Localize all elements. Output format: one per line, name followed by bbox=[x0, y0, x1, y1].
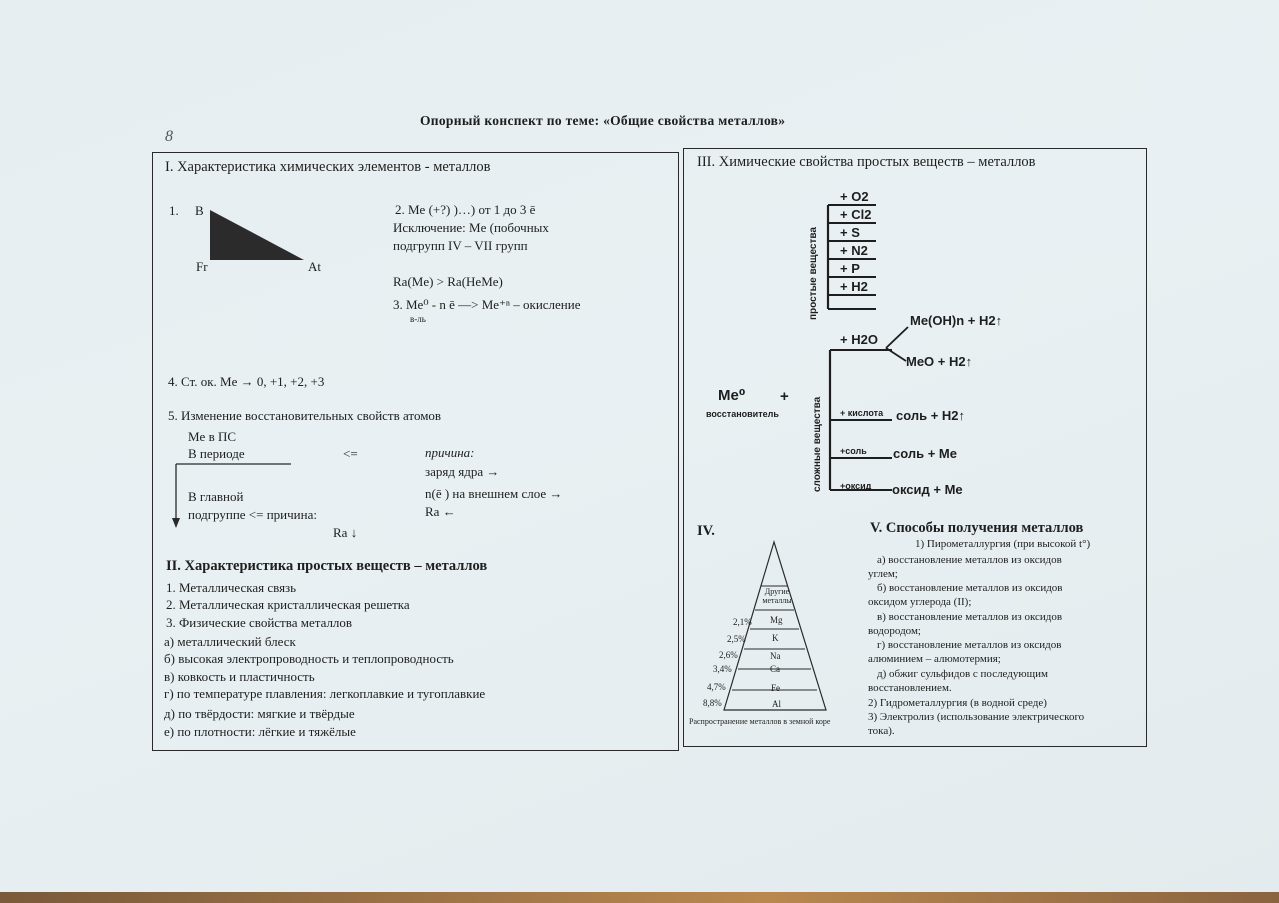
period-arrow: <= bbox=[343, 446, 358, 461]
s5-line-7: водородом; bbox=[868, 625, 921, 637]
s5-line-5: оксидом углерода (II); bbox=[868, 596, 972, 608]
s5-line-10: д) обжиг сульфидов с последующим bbox=[877, 668, 1048, 680]
s2-line-2: 2. Металлическая кристаллическая решетка bbox=[166, 597, 410, 612]
s5-line-6: в) восстановление металлов из оксидов bbox=[877, 611, 1063, 623]
s2-line-8: д) по твёрдости: мягкие и твёрдые bbox=[164, 706, 355, 721]
reducer-label: восстановитель bbox=[706, 409, 779, 419]
s5-line-14: тока). bbox=[868, 725, 895, 737]
pyramid-level-other: Другие металлы bbox=[762, 587, 792, 605]
reagent-cl2: + Cl2 bbox=[840, 207, 872, 222]
s5-line-9: алюминием – алюмотермия; bbox=[868, 653, 1001, 665]
reagent-h2: + H2 bbox=[840, 279, 868, 294]
main-subgroup-2: подгруппе <= причина: bbox=[188, 507, 317, 522]
pyramid-pct-al: 8,8% bbox=[703, 698, 722, 708]
reagent-o2: + O2 bbox=[840, 189, 869, 204]
pyramid-pct-fe: 4,7% bbox=[707, 682, 726, 692]
item-2: 2. Me (+?) )…) от 1 до 3 ē bbox=[395, 202, 536, 217]
section-4-heading: IV. bbox=[697, 523, 715, 539]
exception-line-2: подгрупп IV – VII групп bbox=[393, 238, 528, 253]
radius-down: Rа ↓ bbox=[333, 525, 358, 540]
pyramid-caption: Распространение металлов в земной коре bbox=[689, 717, 831, 726]
triangle-top-label: B bbox=[195, 203, 204, 218]
item-5-heading: 5. Изменение восстановительных свойств атомов bbox=[168, 408, 442, 423]
salt-product: соль + Me bbox=[893, 446, 957, 461]
document-title: Опорный конспект по теме: «Общие свойства металлов» bbox=[420, 113, 786, 128]
pyramid-pct-k: 2,5% bbox=[727, 634, 746, 644]
reagent-salt: +соль bbox=[840, 446, 867, 456]
item-1-number: 1. bbox=[169, 203, 179, 218]
triangle-left-label: Fr bbox=[196, 259, 208, 274]
cause-label-1: причина: bbox=[425, 445, 475, 460]
item-3-oxidation: 3. Me⁰ - n ē —> Me⁺ⁿ – окисление bbox=[393, 297, 581, 312]
pyramid-pct-na: 2,6% bbox=[719, 650, 738, 660]
main-subgroup-1: В главной bbox=[188, 489, 244, 504]
desk-surface bbox=[0, 892, 1279, 903]
exception-line-1: Исключение: Me (побочных bbox=[393, 220, 549, 235]
margin-mark: 8 bbox=[165, 128, 173, 145]
pyramid-level-k: K bbox=[772, 633, 779, 643]
s2-line-4: а) металлический блеск bbox=[164, 634, 296, 649]
pyramid-level-al: Al bbox=[772, 699, 781, 709]
plus-sign: + bbox=[780, 388, 789, 405]
s5-line-12: 2) Гидрометаллургия (в водной среде) bbox=[868, 697, 1047, 709]
complex-substances-label: сложные вещества bbox=[812, 396, 823, 492]
pyramid-pct-mg: 2,1% bbox=[733, 617, 752, 627]
pyramid-pct-ca: 3,4% bbox=[713, 664, 732, 674]
water-product-1: Me(OH)n + H2↑ bbox=[910, 313, 1003, 328]
pyramid-level-mg: Mg bbox=[770, 615, 783, 625]
section-5-heading: V. Способы получения металлов bbox=[870, 520, 1084, 536]
triangle-right-label: At bbox=[308, 259, 321, 274]
s2-line-5: б) высокая электропроводность и теплопроводность bbox=[164, 651, 454, 666]
reagent-oxide: +оксид bbox=[840, 481, 872, 491]
reagent-acid: + кислота bbox=[840, 408, 884, 418]
simple-substances-label: простые вещества bbox=[808, 227, 819, 320]
me-in-ps: Me в ПС bbox=[188, 429, 237, 444]
reagent-s: + S bbox=[840, 225, 860, 240]
pyramid-level-fe: Fe bbox=[771, 683, 780, 693]
s2-line-7: г) по температуре плавления: легкоплавкие и тугоплавкие bbox=[164, 686, 486, 701]
section-1-heading: I. Характеристика химических элементов - металлов bbox=[165, 159, 491, 175]
radius-relation: Rа(Me) > Rа(HeMe) bbox=[393, 274, 503, 289]
in-period-label: В периоде bbox=[188, 446, 245, 461]
reagent-n2: + N2 bbox=[840, 243, 868, 258]
oxide-product: оксид + Me bbox=[892, 482, 963, 497]
periodic-triangle bbox=[208, 208, 308, 263]
outer-layer-electrons: n(ē ) на внешнем слое → bbox=[425, 486, 563, 501]
s5-line-1: 1) Пирометаллургия (при высокой t°) bbox=[915, 538, 1091, 550]
s2-line-3: 3. Физические свойства металлов bbox=[166, 615, 353, 630]
s5-line-4: б) восстановление металлов из оксидов bbox=[877, 582, 1063, 594]
reagent-water: + H2O bbox=[840, 332, 878, 347]
metal-symbol: Me⁰ bbox=[718, 387, 746, 404]
section-2-heading: II. Характеристика простых веществ – металлов bbox=[166, 558, 488, 574]
s5-line-3: углем; bbox=[868, 568, 898, 580]
s5-line-13: 3) Электролиз (использование электрического bbox=[868, 711, 1085, 723]
s2-line-9: е) по плотности: лёгкие и тяжёлые bbox=[164, 724, 356, 739]
section-3-heading: III. Химические свойства простых веществ – металлов bbox=[697, 154, 1036, 170]
pyramid-level-ca: Ca bbox=[770, 664, 780, 674]
reagent-p: + P bbox=[840, 261, 860, 276]
s2-line-1: 1. Металлическая связь bbox=[166, 580, 297, 595]
water-product-2: MeO + H2↑ bbox=[906, 354, 973, 369]
s5-line-11: восстановлением. bbox=[868, 682, 952, 694]
item-4-oxidation-states: 4. Ст. ок. Me → 0, +1, +2, +3 bbox=[168, 374, 325, 389]
s5-line-8: г) восстановление металлов из оксидов bbox=[877, 639, 1062, 651]
s2-line-6: в) ковкость и пластичность bbox=[164, 669, 315, 684]
radius-left: Rа ← bbox=[425, 504, 456, 519]
acid-product: соль + H2↑ bbox=[896, 408, 966, 423]
pyramid-level-na: Na bbox=[770, 651, 781, 661]
s5-line-2: а) восстановление металлов из оксидов bbox=[877, 554, 1062, 566]
reducer-subscript: в-ль bbox=[410, 314, 426, 324]
nuclear-charge: заряд ядра → bbox=[425, 464, 500, 479]
